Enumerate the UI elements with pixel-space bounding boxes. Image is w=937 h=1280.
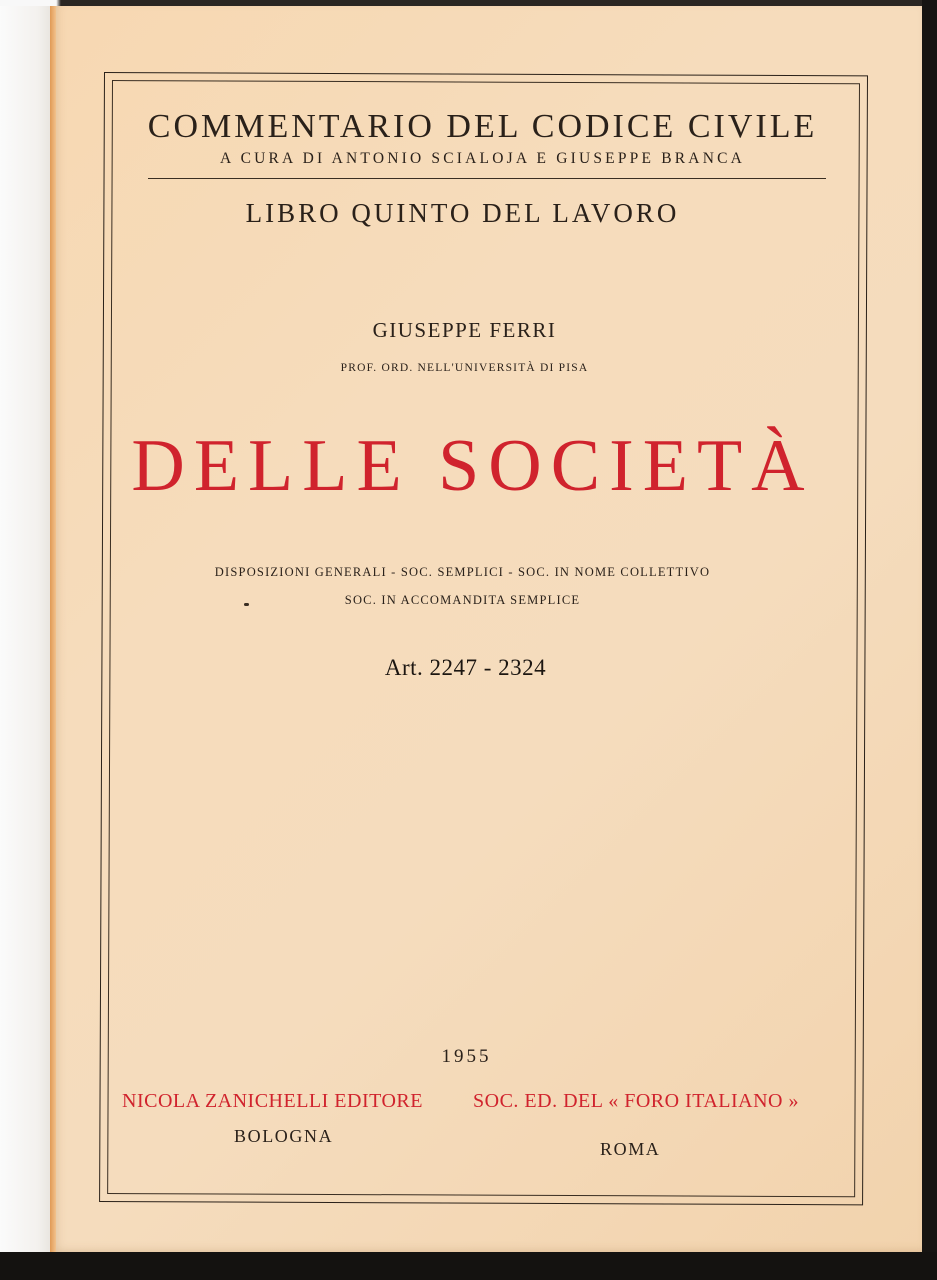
scan-margin-top [0,0,937,6]
ink-speck [244,603,249,606]
author-position: PROF. ORD. NELL'UNIVERSITÀ DI PISA [340,362,589,374]
city-left: BOLOGNA [234,1126,334,1146]
publisher-left: NICOLA ZANICHELLI EDITORE [122,1090,423,1112]
contents-line-1: DISPOSIZIONI GENERALI - SOC. SEMPLICI - SOC. IN NOME COLLETTIVO [214,565,711,579]
series-editors: A CURA DI ANTONIO SCIALOJA E GIUSEPPE BRANCA [219,150,746,167]
scan-margin-left [0,0,54,1280]
scan-margin-bottom [0,1252,937,1280]
publisher-right: SOC. ED. DEL « FORO ITALIANO » [473,1090,799,1112]
page-border-inner [107,80,860,1197]
article-range: Art. 2247 - 2324 [384,655,547,680]
header-divider [148,178,826,179]
main-title: DELLE SOCIETÀ [131,425,814,507]
series-title: COMMENTARIO DEL CODICE CIVILE [147,108,818,145]
book-title: LIBRO QUINTO DEL LAVORO [245,198,680,228]
city-right: ROMA [600,1139,661,1159]
contents-line-2: SOC. IN ACCOMANDITA SEMPLICE [344,593,581,607]
publication-year: 1955 [441,1046,492,1067]
author-name: GIUSEPPE FERRI [372,318,557,342]
